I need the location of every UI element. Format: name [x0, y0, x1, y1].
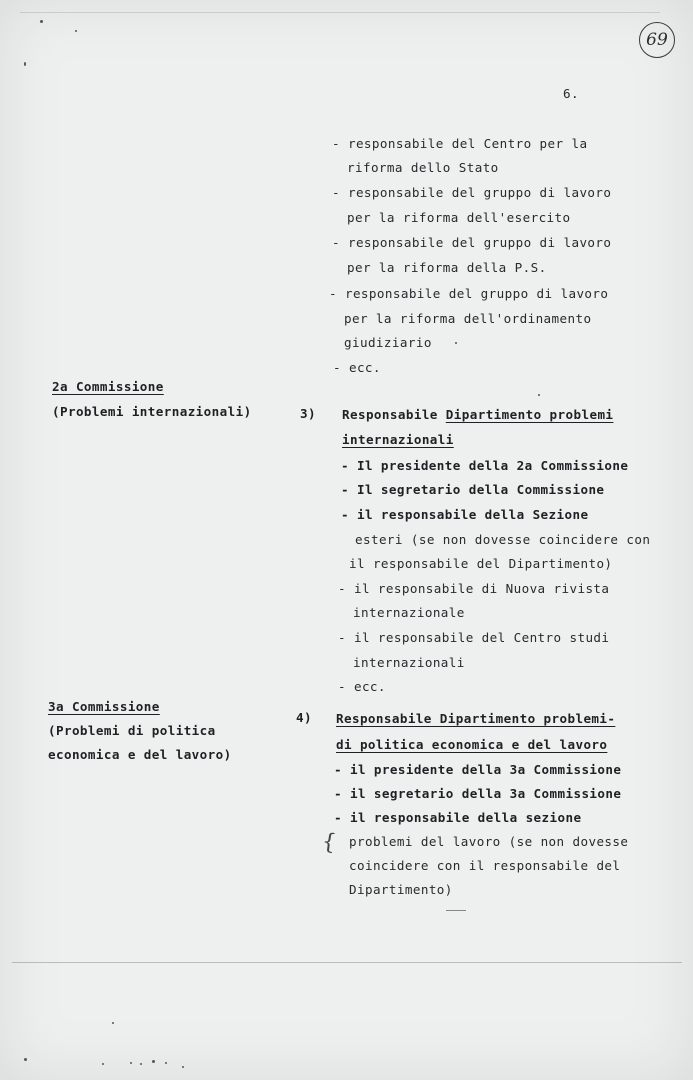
list-item: - il segretario della 3a Commissione [334, 786, 622, 801]
scan-speck [152, 1060, 155, 1063]
list-item: esteri (se non dovesse coincidere con [355, 532, 651, 547]
list-item: per la riforma dell'esercito [347, 210, 571, 225]
commission-3-subtitle-2: economica e del lavoro) [48, 747, 232, 762]
list-item: - responsabile del Centro per la [332, 136, 588, 151]
section-3-number: 3) [300, 406, 316, 421]
section-3-heading [342, 407, 613, 423]
section-4-heading-cont: di politica economica e del lavoro [336, 737, 608, 752]
scan-speck [24, 1058, 27, 1061]
list-item: - ecc. [333, 360, 381, 375]
list-item: - il responsabile di Nuova rivista [338, 581, 610, 596]
scan-speck [140, 1063, 142, 1065]
scan-speck [538, 394, 540, 396]
commission-3-subtitle-1: (Problemi di politica [48, 723, 216, 738]
section-3-heading-cont: internazionali [342, 432, 454, 447]
list-item: - Il segretario della Commissione [341, 482, 605, 497]
scan-speck [24, 62, 26, 66]
scan-dash-mark [446, 910, 466, 911]
scan-speck [102, 1063, 104, 1065]
list-item: il responsabile del Dipartimento) [349, 556, 613, 571]
scan-fold-line [12, 962, 682, 963]
list-item: - responsabile del gruppo di lavoro [332, 185, 612, 200]
scan-speck [130, 1062, 132, 1064]
scan-speck [112, 1022, 114, 1024]
list-item: riforma dello Stato [347, 160, 499, 175]
list-item: - responsabile del gruppo di lavoro [332, 235, 612, 250]
scan-speck [165, 1062, 167, 1064]
commission-2-subtitle: (Problemi internazionali) [52, 404, 252, 419]
scan-speck [40, 20, 43, 23]
list-item: per la riforma dell'ordinamento [344, 311, 592, 326]
handwritten-page-stamp: 69 [639, 22, 675, 58]
scan-speck [455, 342, 457, 344]
list-item: - il responsabile della Sezione [341, 507, 589, 522]
list-item: coincidere con il responsabile del [349, 858, 621, 873]
list-item: giudiziario [344, 335, 432, 350]
list-item: per la riforma della P.S. [347, 260, 547, 275]
scan-speck [75, 30, 77, 32]
list-item: Dipartimento) [349, 882, 453, 897]
list-item: - il responsabile della sezione [334, 810, 582, 825]
list-item: - il responsabile del Centro studi [338, 630, 610, 645]
section-4-number: 4) [296, 710, 312, 725]
list-item: - il presidente della 3a Commissione [334, 762, 622, 777]
handwritten-bracket-mark: { [320, 829, 338, 856]
list-item: problemi del lavoro (se non dovesse [349, 834, 629, 849]
list-item: - ecc. [338, 679, 386, 694]
list-item: - Il presidente della 2a Commissione [341, 458, 629, 473]
scan-speck [182, 1066, 184, 1068]
page-number: 6. [563, 86, 579, 101]
section-3-heading-prefix: Responsabile [342, 407, 446, 422]
section-3-heading-underlined: Dipartimento problemi [445, 407, 614, 422]
commission-3-title: 3a Commissione [48, 699, 160, 714]
list-item: - responsabile del gruppo di lavoro [329, 286, 609, 301]
section-4-heading: Responsabile Dipartimento problemi- [336, 711, 616, 726]
scan-top-edge [20, 12, 660, 13]
list-item: internazionali [353, 655, 465, 670]
list-item: internazionale [353, 605, 465, 620]
commission-2-title: 2a Commissione [52, 379, 164, 394]
